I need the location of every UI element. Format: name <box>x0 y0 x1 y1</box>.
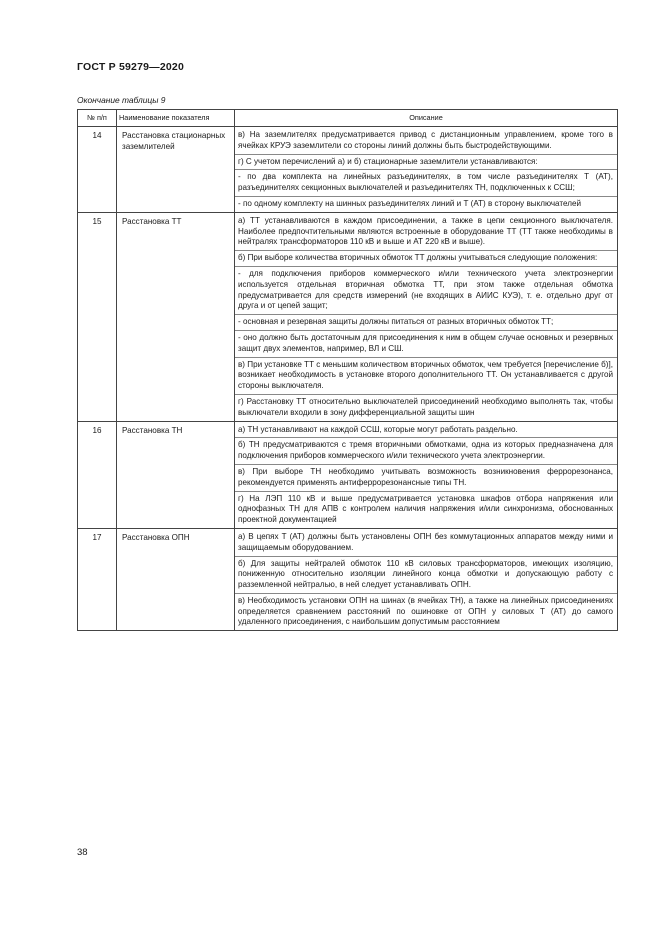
indicator-name: Расстановка ТТ <box>117 212 235 421</box>
description-cell <box>235 528 618 630</box>
description-paragraph: - по одному комплекту на шинных разъединителях линий и Т (АТ) в сторону выключателей <box>235 196 617 212</box>
description-cell <box>235 212 618 421</box>
description-paragraph: б) ТН предусматриваются с тремя вторичными обмотками, одна из которых предназначена для подключения приборов коммерческого и/или технического учета электроэнергии. <box>235 437 617 464</box>
description-paragraph: а) В цепях Т (АТ) должны быть установлены ОПН без коммутационных аппаратов между ними и защищаемым оборудованием. <box>238 531 613 552</box>
description-paragraph: в) При установке ТТ с меньшим количеством вторичных обмоток, чем требуется [перечисление б)], возникает необходимость в установке второго дополнительного ТТ. Он устанавливается с другой стороны выключателя. <box>235 357 617 394</box>
description-paragraph: а) ТН устанавливают на каждой ССШ, которые могут работать раздельно. <box>238 424 518 434</box>
row-number: 16 <box>78 421 117 528</box>
indicators-table <box>77 109 618 631</box>
description-paragraph: - основная и резервная защиты должны питаться от разных вторичных обмоток ТТ; <box>235 314 617 330</box>
indicator-name: Расстановка стационарных заземлителей <box>117 127 235 213</box>
row-number: 15 <box>78 212 117 421</box>
description-paragraph: в) На заземлителях предусматривается привод с дистанционным управлением, кроме того в ячейках КРУЭ заземлители со стороны линий должны быть быстродействующими. <box>238 130 613 150</box>
description-paragraph: - для подключения приборов коммерческого и/или технического учета электроэнергии используется отдельная вторичная обмотка ТТ, при этом также отдельная обмотка предусматривается для средств измерений (не входящих в АИИС КУЭ), т. е. отдельно друг от друга и от цепей защит; <box>235 266 617 314</box>
table-header-row <box>78 110 618 127</box>
description-paragraph: а) ТТ устанавливаются в каждом присоединении, а также в цепи секционного выключателя. Наиболее предпочтительными являются встроенные в оборудование ТТ (ТТ также необходимы в нейтралях трансформаторов 110 кВ и выше и АТ 220 кВ и выше). <box>238 215 613 247</box>
column-header-description: Описание <box>235 110 618 127</box>
table-row <box>78 528 618 630</box>
description-cell <box>235 421 618 528</box>
description-paragraph: - оно должно быть достаточным для присоединения к ним в общем случае основных и резервных защит двух элементов, например, ВЛ и СШ. <box>235 330 617 357</box>
indicator-name: Расстановка ОПН <box>117 528 235 630</box>
description-paragraph: б) Для защиты нейтралей обмоток 110 кВ силовых трансформаторов, имеющих изоляцию, пониженную относительно изоляции линейного конца обмотки и допускающую работу с разземленной нейтралью, в ней следует устанавливать ОПН. <box>235 556 617 593</box>
row-number: 17 <box>78 528 117 630</box>
description-paragraph: б) При выборе количества вторичных обмоток ТТ должны учитываться следующие положения: <box>235 250 617 266</box>
column-header-indicator: Наименование показателя <box>117 110 235 127</box>
description-paragraph: г) На ЛЭП 110 кВ и выше предусматривается установка шкафов отбора напряжения или однофазных ТН для АПВ с контролем наличия напряжения и/или синхронизма, обоснованных проектной документацией <box>235 491 617 528</box>
description-paragraph: - по два комплекта на линейных разъединителях, в том числе разъединителях Т (АТ), разъединителях секционных выключателей и разъединителях ТН, подключенных к ССШ; <box>235 169 617 196</box>
page-number: 38 <box>77 847 88 858</box>
description-paragraph: г) Расстановку ТТ относительно выключателей присоединений необходимо выполнять так, чтобы выключатели входили в зону дифференциальной защиты шин <box>235 394 617 421</box>
indicator-name: Расстановка ТН <box>117 421 235 528</box>
table-caption: Окончание таблицы 9 <box>77 95 166 105</box>
standard-title: ГОСТ Р 59279—2020 <box>77 61 185 73</box>
description-paragraph: в) Необходимость установки ОПН на шинах (в ячейках ТН), а также на линейных присоединениях определяется сравнением расстояний по ошиновке от ОПН у силовых Т (АТ) до самого удаленного присоединения, с наибольшим допустимым расстоянием <box>235 593 617 630</box>
column-header-number: № п/п <box>78 110 117 127</box>
table-row <box>78 127 618 213</box>
description-paragraph: в) При выборе ТН необходимо учитывать возможность возникновения феррорезонанса, рекомендуется применять антиферрорезонансные типы ТН. <box>235 464 617 491</box>
table-row <box>78 212 618 421</box>
description-cell <box>235 127 618 213</box>
row-number: 14 <box>78 127 117 213</box>
table-row <box>78 421 618 528</box>
description-paragraph: г) С учетом перечислений а) и б) стационарные заземлители устанавливаются: <box>235 154 617 170</box>
